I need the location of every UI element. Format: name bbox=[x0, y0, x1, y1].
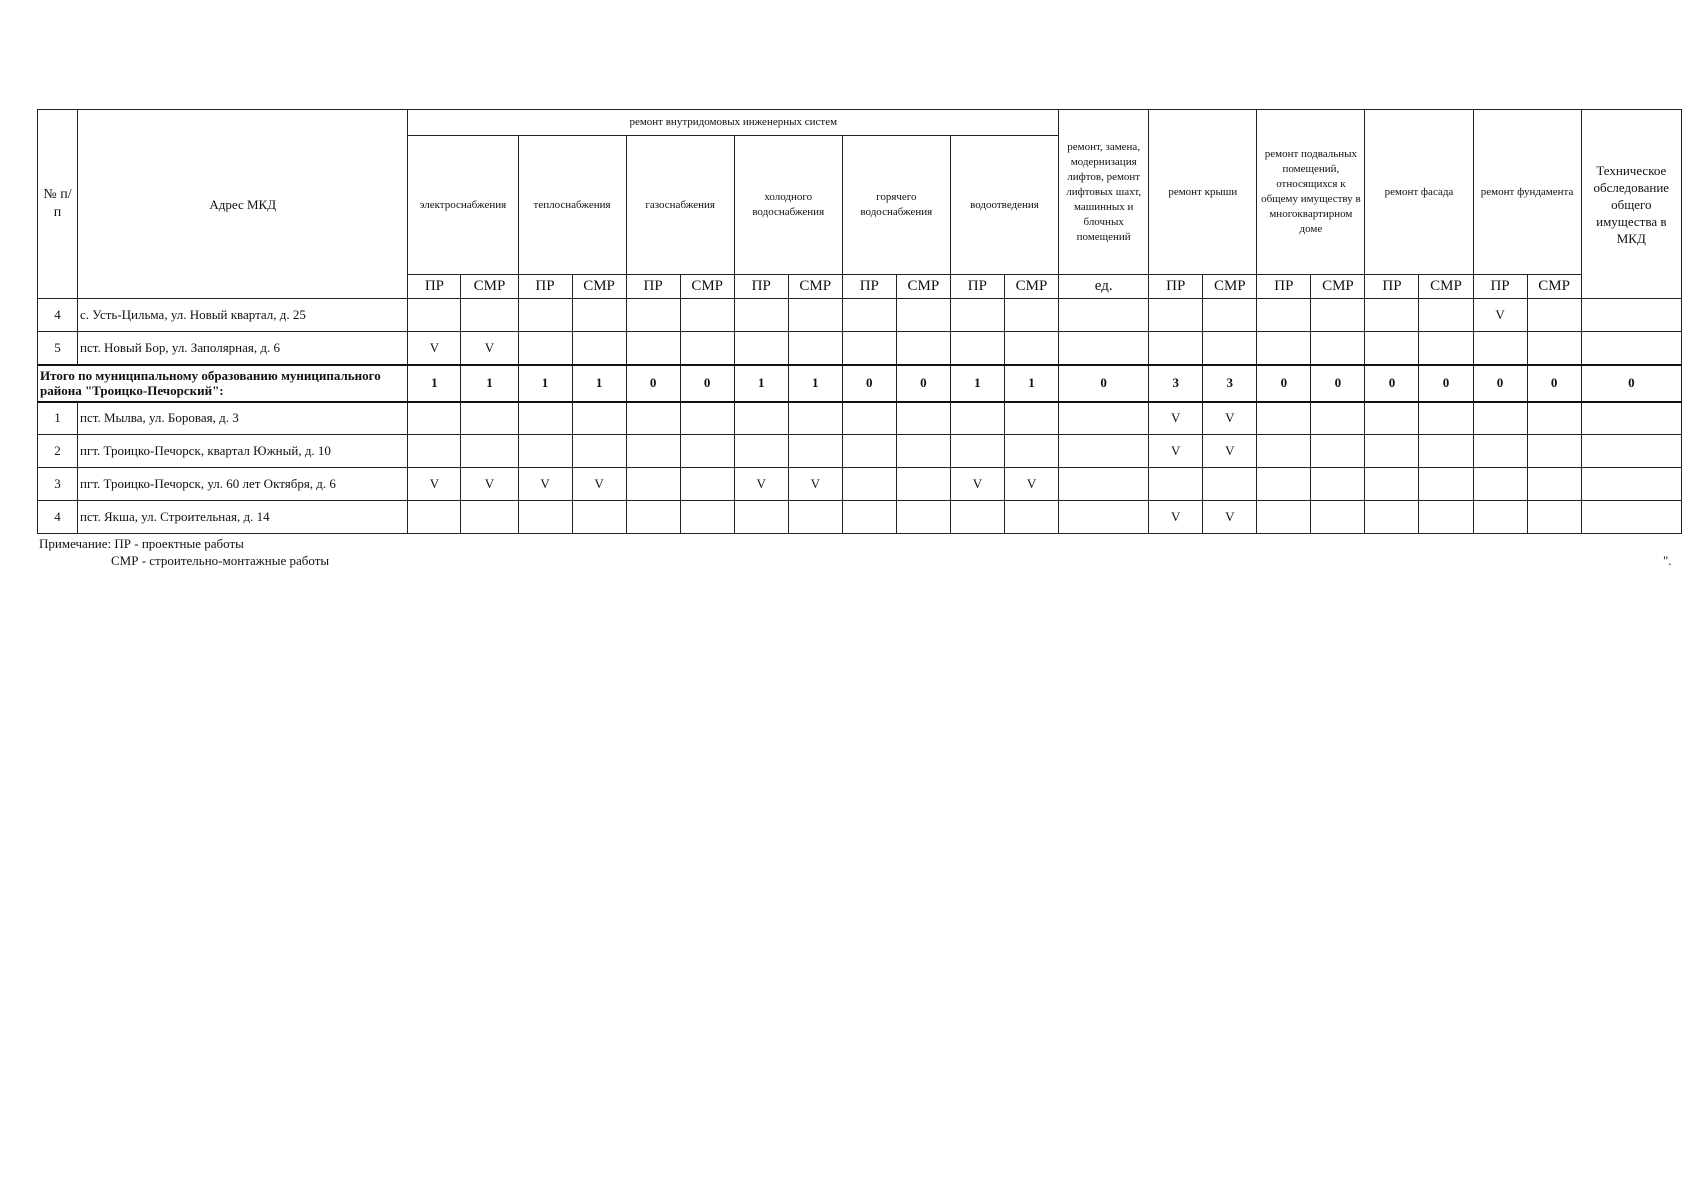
row-address: пст. Новый Бор, ул. Заполярная, д. 6 bbox=[78, 332, 408, 365]
row-cell: 0 bbox=[1059, 365, 1149, 402]
header-cold-water: холодного водоснабжения bbox=[734, 136, 842, 275]
row-cell: 0 bbox=[626, 365, 680, 402]
row-cell bbox=[1365, 501, 1419, 534]
row-cell bbox=[1059, 299, 1149, 332]
row-cell bbox=[461, 501, 518, 534]
row-address: пст. Мылва, ул. Боровая, д. 3 bbox=[78, 402, 408, 435]
row-cell: V bbox=[788, 468, 842, 501]
row-cell bbox=[1473, 402, 1527, 435]
row-cell bbox=[572, 435, 626, 468]
subheader-smr: СМР bbox=[1527, 275, 1581, 299]
row-cell bbox=[572, 332, 626, 365]
row-cell bbox=[1203, 332, 1257, 365]
row-cell bbox=[1311, 501, 1365, 534]
row-cell bbox=[1059, 402, 1149, 435]
row-address: пгт. Троицко-Печорск, квартал Южный, д. 10 bbox=[78, 435, 408, 468]
row-cell bbox=[1527, 501, 1581, 534]
row-cell: 1 bbox=[572, 365, 626, 402]
header-facade: ремонт фасада bbox=[1365, 110, 1473, 275]
row-cell: 0 bbox=[1365, 365, 1419, 402]
repair-plan-table bbox=[37, 109, 1682, 534]
row-cell bbox=[572, 402, 626, 435]
row-cell bbox=[1473, 501, 1527, 534]
row-cell bbox=[734, 332, 788, 365]
row-cell bbox=[1419, 332, 1473, 365]
table-row bbox=[38, 332, 1682, 365]
row-cell bbox=[1257, 435, 1311, 468]
row-cell: V bbox=[1473, 299, 1527, 332]
subheader-smr: СМР bbox=[788, 275, 842, 299]
row-cell bbox=[896, 468, 950, 501]
row-cell: 0 bbox=[680, 365, 734, 402]
closing-quote: ". bbox=[1663, 553, 1672, 568]
row-cell: V bbox=[461, 332, 518, 365]
row-cell bbox=[1311, 402, 1365, 435]
row-cell bbox=[1059, 332, 1149, 365]
row-cell bbox=[408, 402, 461, 435]
row-cell bbox=[842, 299, 896, 332]
row-cell bbox=[680, 468, 734, 501]
row-cell: V bbox=[1149, 402, 1203, 435]
row-cell bbox=[626, 501, 680, 534]
row-cell bbox=[788, 332, 842, 365]
row-cell bbox=[1473, 468, 1527, 501]
row-cell bbox=[1365, 299, 1419, 332]
row-cell bbox=[1311, 332, 1365, 365]
row-cell bbox=[461, 402, 518, 435]
subheader-pr: ПР bbox=[1473, 275, 1527, 299]
row-cell bbox=[842, 468, 896, 501]
row-cell: V bbox=[1203, 402, 1257, 435]
row-cell bbox=[842, 501, 896, 534]
row-cell bbox=[950, 299, 1004, 332]
row-cell bbox=[518, 299, 572, 332]
row-cell bbox=[1004, 435, 1058, 468]
subheader-pr: ПР bbox=[1365, 275, 1419, 299]
subheader-smr: СМР bbox=[1203, 275, 1257, 299]
row-cell: V bbox=[518, 468, 572, 501]
row-cell bbox=[1149, 299, 1203, 332]
note-pr: Примечание: ПР - проектные работы bbox=[39, 536, 244, 551]
row-cell: V bbox=[734, 468, 788, 501]
row-cell bbox=[1419, 402, 1473, 435]
row-cell bbox=[842, 402, 896, 435]
row-cell bbox=[518, 435, 572, 468]
header-basement: ремонт подвальных помещений, относящихся к общему имуществу в многоквартирном доме bbox=[1257, 110, 1365, 275]
row-cell: V bbox=[572, 468, 626, 501]
row-cell: 1 bbox=[408, 365, 461, 402]
row-cell: 0 bbox=[896, 365, 950, 402]
header-heat: теплоснабжения bbox=[518, 136, 626, 275]
row-cell bbox=[626, 402, 680, 435]
subheader-smr: СМР bbox=[1419, 275, 1473, 299]
row-cell: 0 bbox=[1419, 365, 1473, 402]
row-cell bbox=[788, 402, 842, 435]
row-cell bbox=[896, 435, 950, 468]
subheader-pr: ПР bbox=[842, 275, 896, 299]
row-cell bbox=[1419, 435, 1473, 468]
row-cell bbox=[518, 402, 572, 435]
row-cell bbox=[1581, 435, 1681, 468]
row-cell bbox=[408, 501, 461, 534]
subheader-smr: СМР bbox=[461, 275, 518, 299]
table-row bbox=[38, 402, 1682, 435]
header-tech-survey: Техническое обследование общего имущества в МКД bbox=[1581, 110, 1681, 299]
subheader-pr: ПР bbox=[1257, 275, 1311, 299]
row-cell bbox=[1527, 402, 1581, 435]
row-cell: 1 bbox=[518, 365, 572, 402]
header-hot-water: горячего водоснабжения bbox=[842, 136, 950, 275]
row-cell bbox=[1527, 468, 1581, 501]
subheader-smr: СМР bbox=[896, 275, 950, 299]
subheader-smr: СМР bbox=[1004, 275, 1058, 299]
row-cell bbox=[1365, 332, 1419, 365]
row-cell bbox=[680, 402, 734, 435]
row-cell bbox=[1581, 501, 1681, 534]
row-cell bbox=[1059, 501, 1149, 534]
row-cell: 1 bbox=[461, 365, 518, 402]
header-drainage: водоотведения bbox=[950, 136, 1058, 275]
row-cell bbox=[1527, 332, 1581, 365]
row-cell bbox=[950, 402, 1004, 435]
row-cell bbox=[461, 435, 518, 468]
row-address: с. Усть-Цильма, ул. Новый квартал, д. 25 bbox=[78, 299, 408, 332]
row-cell: 0 bbox=[842, 365, 896, 402]
row-cell bbox=[1419, 299, 1473, 332]
row-cell bbox=[1203, 468, 1257, 501]
total-row bbox=[38, 365, 1682, 402]
row-cell bbox=[734, 299, 788, 332]
row-cell bbox=[1581, 468, 1681, 501]
row-cell bbox=[1365, 435, 1419, 468]
row-cell: V bbox=[950, 468, 1004, 501]
header-internal-systems: ремонт внутридомовых инженерных систем bbox=[408, 110, 1059, 136]
header-num: № п/п bbox=[38, 110, 78, 299]
row-cell bbox=[680, 332, 734, 365]
row-cell: V bbox=[1203, 501, 1257, 534]
row-address: пст. Якша, ул. Строительная, д. 14 bbox=[78, 501, 408, 534]
row-cell bbox=[788, 299, 842, 332]
row-cell bbox=[896, 332, 950, 365]
row-cell bbox=[518, 501, 572, 534]
row-cell bbox=[680, 299, 734, 332]
row-cell bbox=[896, 299, 950, 332]
row-cell bbox=[1004, 501, 1058, 534]
row-cell bbox=[626, 468, 680, 501]
row-cell bbox=[896, 402, 950, 435]
table-row bbox=[38, 501, 1682, 534]
row-cell: 0 bbox=[1257, 365, 1311, 402]
subheader-smr: СМР bbox=[572, 275, 626, 299]
row-cell bbox=[1311, 468, 1365, 501]
row-cell bbox=[1257, 332, 1311, 365]
row-cell bbox=[1419, 501, 1473, 534]
row-cell bbox=[842, 332, 896, 365]
row-cell bbox=[1004, 332, 1058, 365]
subheader-smr: СМР bbox=[680, 275, 734, 299]
row-cell: 1 bbox=[950, 365, 1004, 402]
row-cell bbox=[572, 299, 626, 332]
subheader-unit: ед. bbox=[1059, 275, 1149, 299]
row-cell bbox=[1059, 435, 1149, 468]
row-cell bbox=[842, 435, 896, 468]
subheader-pr: ПР bbox=[408, 275, 461, 299]
row-cell bbox=[1257, 468, 1311, 501]
row-cell bbox=[1581, 299, 1681, 332]
row-cell bbox=[1257, 299, 1311, 332]
row-cell: 1 bbox=[734, 365, 788, 402]
row-cell bbox=[572, 501, 626, 534]
row-cell bbox=[1257, 402, 1311, 435]
row-cell bbox=[1365, 468, 1419, 501]
row-cell: 3 bbox=[1149, 365, 1203, 402]
row-cell bbox=[1527, 435, 1581, 468]
total-label: Итого по муниципальному образованию муниципального района "Троицко-Печорский": bbox=[38, 365, 408, 402]
row-cell bbox=[1059, 468, 1149, 501]
row-cell: 1 bbox=[1004, 365, 1058, 402]
row-cell bbox=[1473, 435, 1527, 468]
row-number: 3 bbox=[38, 468, 78, 501]
row-cell bbox=[680, 435, 734, 468]
subheader-pr: ПР bbox=[950, 275, 1004, 299]
row-cell bbox=[408, 435, 461, 468]
row-cell bbox=[408, 299, 461, 332]
row-number: 1 bbox=[38, 402, 78, 435]
row-cell bbox=[626, 299, 680, 332]
row-cell bbox=[788, 435, 842, 468]
header-roof: ремонт крыши bbox=[1149, 110, 1257, 275]
row-cell bbox=[734, 501, 788, 534]
row-cell bbox=[680, 501, 734, 534]
row-cell bbox=[626, 435, 680, 468]
row-cell: V bbox=[1149, 435, 1203, 468]
row-cell bbox=[1311, 299, 1365, 332]
table-body bbox=[38, 299, 1682, 534]
header-electro: электроснабжения bbox=[408, 136, 518, 275]
row-number: 4 bbox=[38, 501, 78, 534]
subheader-pr: ПР bbox=[1149, 275, 1203, 299]
row-number: 4 bbox=[38, 299, 78, 332]
row-cell: 1 bbox=[788, 365, 842, 402]
table-row bbox=[38, 468, 1682, 501]
row-cell bbox=[788, 501, 842, 534]
row-cell bbox=[950, 435, 1004, 468]
row-cell: V bbox=[408, 332, 461, 365]
subheader-smr: СМР bbox=[1311, 275, 1365, 299]
header-foundation: ремонт фундамента bbox=[1473, 110, 1581, 275]
note-smr: СМР - строительно-монтажные работы bbox=[111, 553, 330, 568]
row-cell: V bbox=[1149, 501, 1203, 534]
row-cell bbox=[1311, 435, 1365, 468]
subheader-pr: ПР bbox=[734, 275, 788, 299]
row-cell bbox=[1203, 299, 1257, 332]
table-row bbox=[38, 435, 1682, 468]
row-cell bbox=[950, 501, 1004, 534]
row-cell bbox=[1004, 402, 1058, 435]
row-cell bbox=[1149, 468, 1203, 501]
header-address: Адрес МКД bbox=[78, 110, 408, 299]
row-cell: V bbox=[408, 468, 461, 501]
row-cell bbox=[518, 332, 572, 365]
row-cell: 0 bbox=[1581, 365, 1681, 402]
row-cell bbox=[1581, 332, 1681, 365]
header-gas: газоснабжения bbox=[626, 136, 734, 275]
row-cell bbox=[461, 299, 518, 332]
row-cell bbox=[734, 435, 788, 468]
row-cell bbox=[734, 402, 788, 435]
row-cell bbox=[1419, 468, 1473, 501]
row-cell bbox=[626, 332, 680, 365]
subheader-pr: ПР bbox=[518, 275, 572, 299]
row-cell: 3 bbox=[1203, 365, 1257, 402]
row-cell: V bbox=[461, 468, 518, 501]
row-cell bbox=[950, 332, 1004, 365]
row-cell bbox=[1581, 402, 1681, 435]
row-cell: 0 bbox=[1527, 365, 1581, 402]
row-number: 2 bbox=[38, 435, 78, 468]
row-cell bbox=[1365, 402, 1419, 435]
header-lifts: ремонт, замена, модернизация лифтов, ремонт лифтовых шахт, машинных и блочных помещений bbox=[1059, 110, 1149, 275]
row-cell: V bbox=[1203, 435, 1257, 468]
row-address: пгт. Троицко-Печорск, ул. 60 лет Октября, д. 6 bbox=[78, 468, 408, 501]
row-cell bbox=[1527, 299, 1581, 332]
row-cell bbox=[1149, 332, 1203, 365]
subheader-pr: ПР bbox=[626, 275, 680, 299]
row-cell bbox=[896, 501, 950, 534]
row-cell bbox=[1004, 299, 1058, 332]
row-cell: V bbox=[1004, 468, 1058, 501]
table-row bbox=[38, 299, 1682, 332]
row-cell: 0 bbox=[1311, 365, 1365, 402]
row-cell: 0 bbox=[1473, 365, 1527, 402]
row-cell bbox=[1473, 332, 1527, 365]
row-cell bbox=[1257, 501, 1311, 534]
row-number: 5 bbox=[38, 332, 78, 365]
